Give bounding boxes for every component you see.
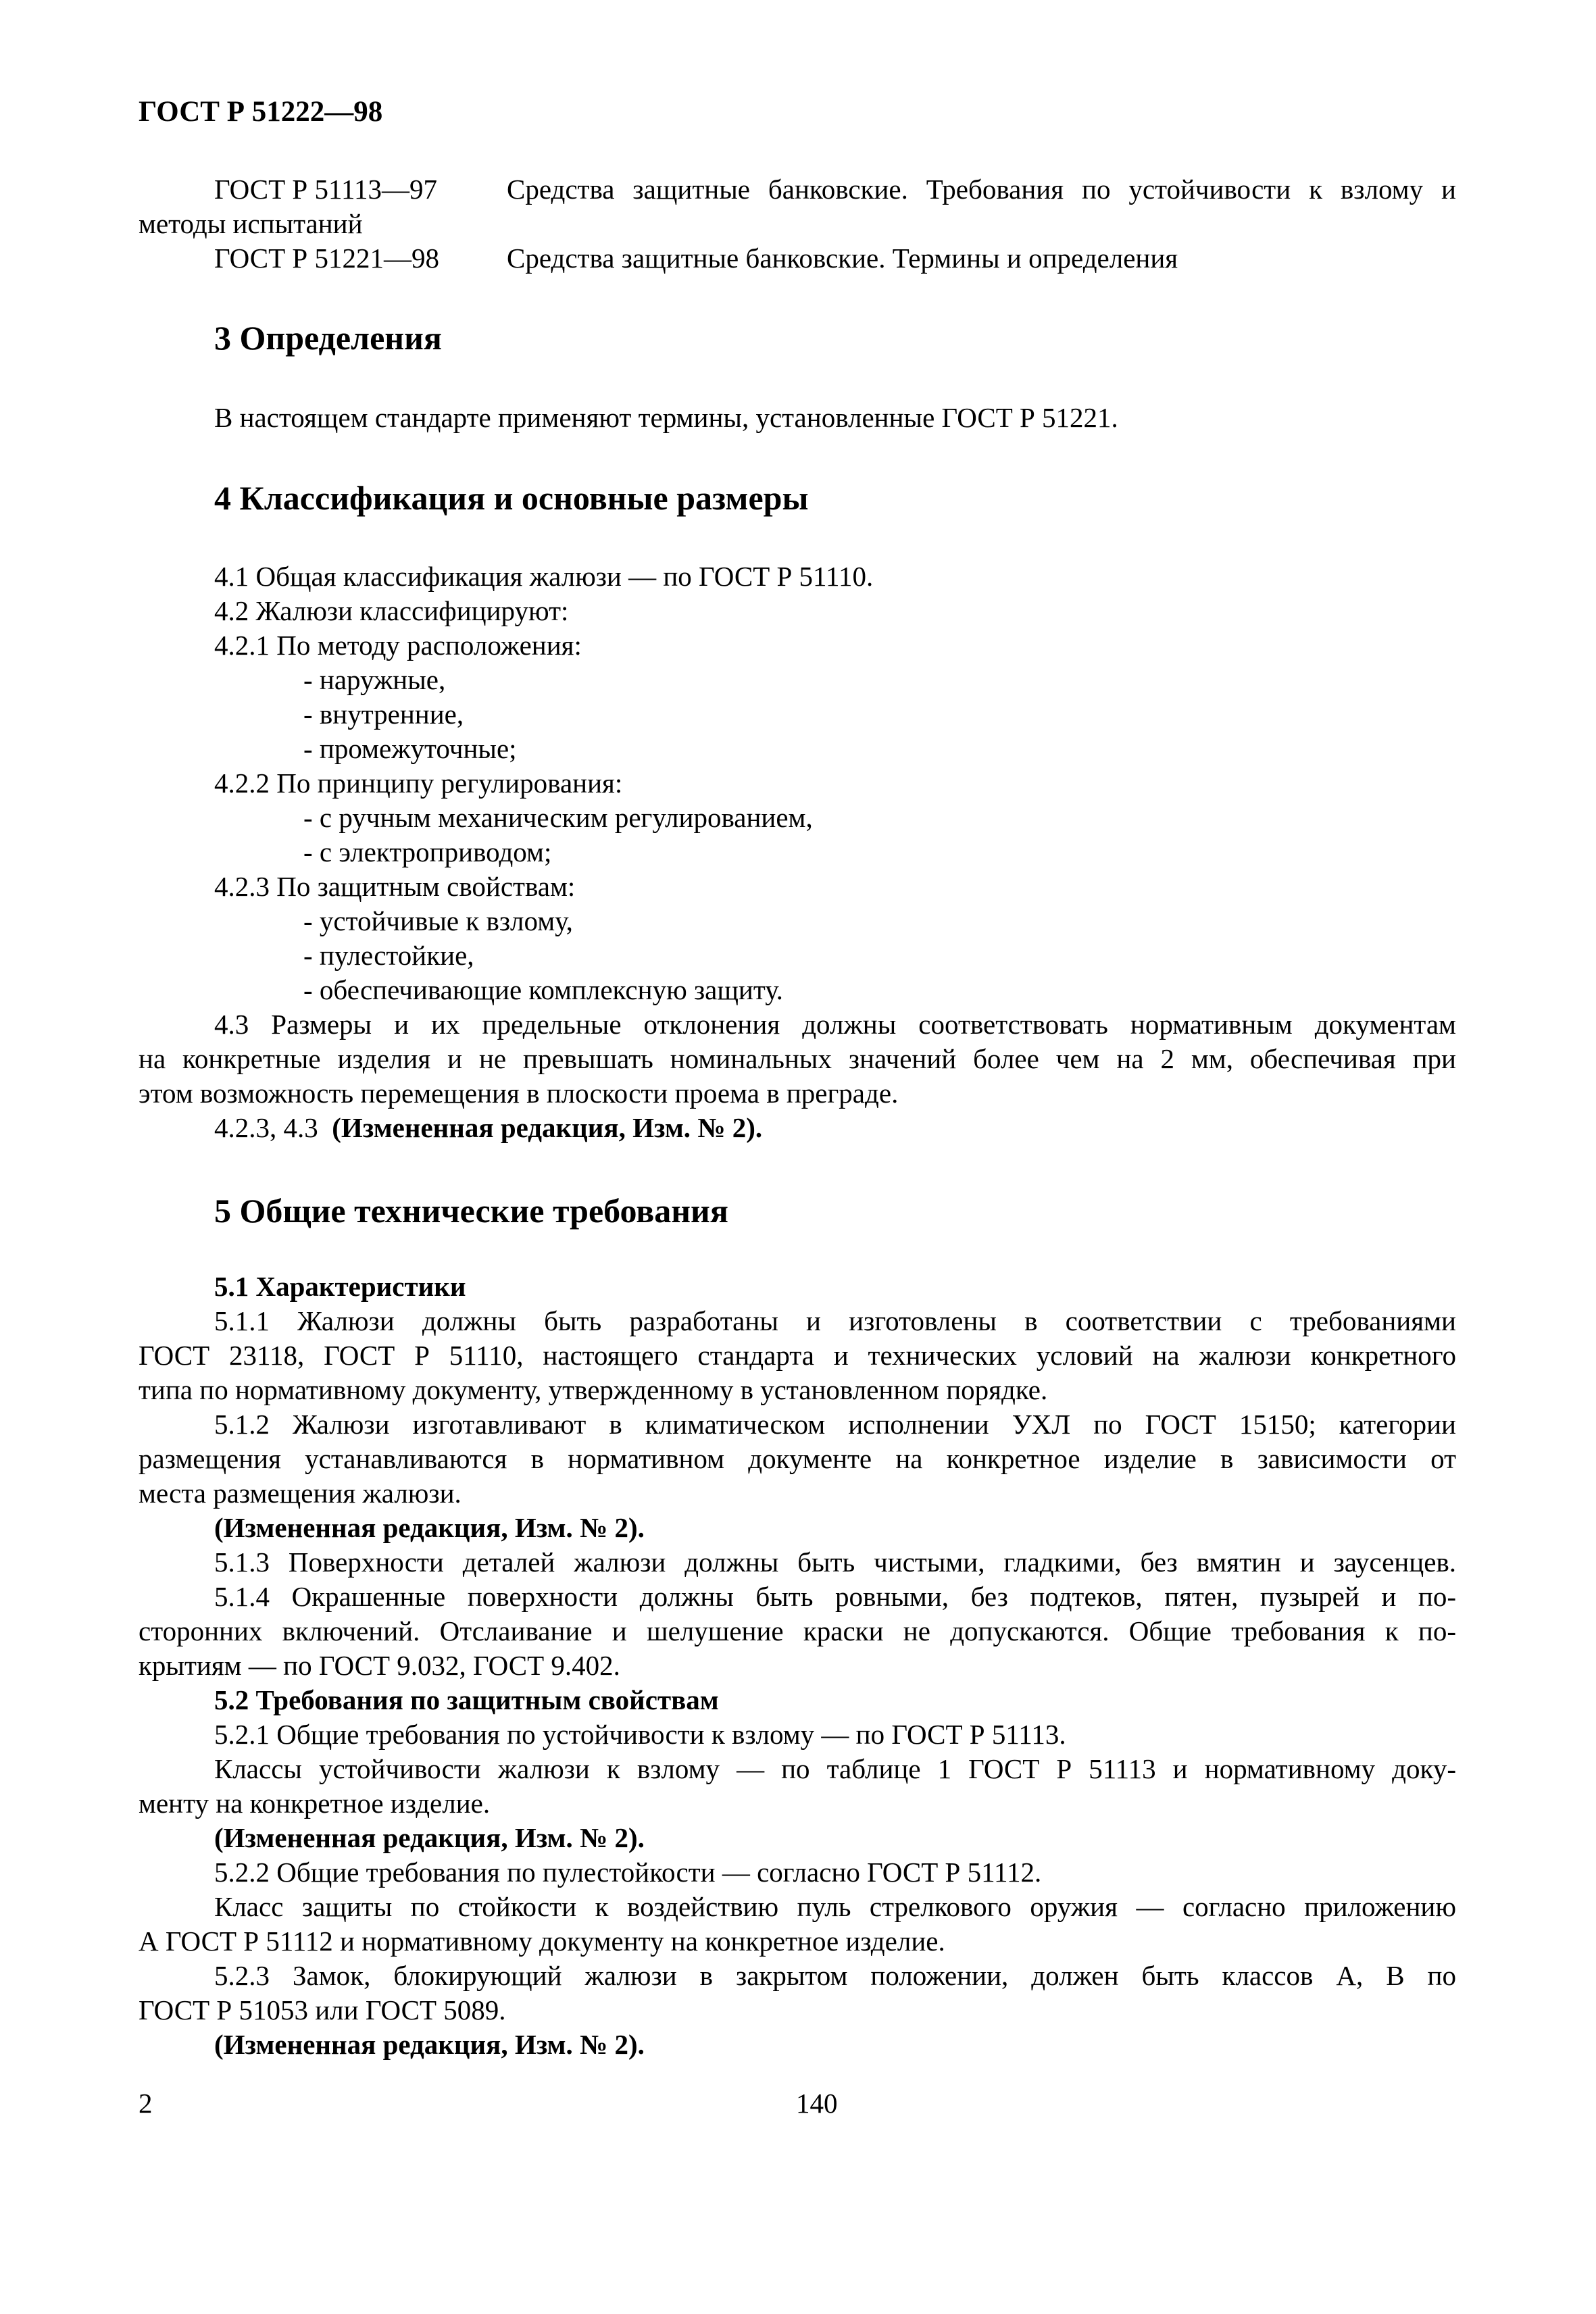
reference-title-cont: методы испытаний	[139, 208, 363, 239]
paragraph-line: менту на конкретное изделие.	[139, 1788, 491, 1819]
reference-title: Средства защитные банковские. Требования по устойчивости к взлому и	[507, 174, 1456, 205]
paragraph-line: 5.2.2 Общие требования по пулестойкости — согласно ГОСТ Р 51112.	[214, 1857, 1042, 1888]
paragraph: 4.2.2 По принципу регулирования:	[214, 768, 623, 799]
paragraph-line: этом возможность перемещения в плоскости проема в преграде.	[139, 1078, 899, 1109]
paragraph-line: крытиям — по ГОСТ 9.032, ГОСТ 9.402.	[139, 1650, 620, 1681]
amendment-note: (Измененная редакция, Изм. № 2).	[214, 1822, 645, 1853]
amendment-note: (Измененная редакция, Изм. № 2).	[214, 2029, 645, 2060]
paragraph-line: сторонних включений. Отслаивание и шелушение краски не допускаются. Общие требования к по-	[139, 1615, 1456, 1646]
paragraph-line: ГОСТ 23118, ГОСТ Р 51110, настоящего стандарта и технических условий на жалюзи конкретного	[139, 1340, 1456, 1371]
list-item: - обеспечивающие комплексную защиту.	[303, 974, 783, 1005]
paragraph: 4.1 Общая классификация жалюзи — по ГОСТ Р 51110.	[214, 561, 874, 592]
section-heading: 5 Общие технические требования	[214, 1192, 728, 1230]
paragraph-line: Класс защиты по стойкости к воздействию пуль стрелкового оружия — согласно приложению	[214, 1891, 1456, 1922]
reference-code: ГОСТ Р 51113—97	[214, 174, 437, 205]
paragraph-line: ГОСТ Р 51053 или ГОСТ 5089.	[139, 1994, 506, 2026]
paragraph: В настоящем стандарте применяют термины, установленные ГОСТ Р 51221.	[214, 402, 1118, 433]
list-item: - внутренние,	[303, 699, 464, 730]
section-heading: 3 Определения	[214, 319, 442, 357]
paragraph-line: места размещения жалюзи.	[139, 1478, 462, 1509]
paragraph-line: типа по нормативному документу, утвержденному в установленном порядке.	[139, 1374, 1048, 1405]
amendment-note	[214, 1111, 762, 1145]
reference-code: ГОСТ Р 51221—98	[214, 243, 439, 274]
amendment-note: (Измененная редакция, Изм. № 2).	[214, 1512, 645, 1543]
section-heading: 4 Классификация и основные размеры	[214, 479, 809, 517]
paragraph-line: размещения устанавливаются в нормативном документе на конкретное изделие в зависимости от	[139, 1443, 1456, 1474]
page-number-center: 140	[796, 2088, 838, 2119]
paragraph-line: 5.1.3 Поверхности деталей жалюзи должны быть чистыми, гладкими, без вмятин и заусенцев.	[214, 1546, 1456, 1578]
page-number-left: 2	[139, 2088, 153, 2119]
list-item: - промежуточные;	[303, 733, 517, 764]
paragraph-line: 5.2.3 Замок, блокирующий жалюзи в закрытом положении, должен быть классов А, В по	[214, 1960, 1456, 1991]
paragraph-line: на конкретные изделия и не превышать номинальных значений более чем на 2 мм, обеспечивая при	[139, 1043, 1456, 1074]
paragraph-line: Классы устойчивости жалюзи к взлому — по таблице 1 ГОСТ Р 51113 и нормативному доку-	[214, 1753, 1456, 1784]
paragraph-line: А ГОСТ Р 51112 и нормативному документу на конкретное изделие.	[139, 1926, 945, 1957]
list-item: - наружные,	[303, 664, 446, 695]
list-item: - устойчивые к взлому,	[303, 905, 573, 936]
paragraph-line: 5.1.1 Жалюзи должны быть разработаны и изготовлены в соответствии с требованиями	[214, 1305, 1456, 1336]
list-item: - с электроприводом;	[303, 836, 552, 867]
paragraph-line: 5.1.2 Жалюзи изготавливают в климатическом исполнении УХЛ по ГОСТ 15150; категории	[214, 1409, 1456, 1440]
reference-title: Средства защитные банковские. Термины и определения	[507, 243, 1178, 274]
paragraph-line: 4.3 Размеры и их предельные отклонения должны соответствовать нормативным документам	[214, 1009, 1456, 1040]
paragraph: 4.2.1 По методу расположения:	[214, 630, 582, 661]
paragraph-line: 5.2.1 Общие требования по устойчивости к взлому — по ГОСТ Р 51113.	[214, 1719, 1066, 1750]
paragraph: 4.2 Жалюзи классифицируют:	[214, 595, 569, 626]
paragraph-line: 5.1.4 Окрашенные поверхности должны быть ровными, без подтеков, пятен, пузырей и по-	[214, 1581, 1456, 1612]
paragraph: 4.2.3 По защитным свойствам:	[214, 871, 576, 902]
document-id-header: ГОСТ Р 51222—98	[139, 96, 383, 128]
amendment-prefix: 4.2.3, 4.3	[214, 1112, 318, 1143]
list-item: - с ручным механическим регулированием,	[303, 802, 813, 833]
subsection-heading: 5.2 Требования по защитным свойствам	[214, 1684, 719, 1715]
amendment-text: (Измененная редакция, Изм. № 2).	[332, 1112, 763, 1143]
subsection-heading: 5.1 Характеристики	[214, 1271, 466, 1302]
list-item: - пулестойкие,	[303, 940, 474, 971]
